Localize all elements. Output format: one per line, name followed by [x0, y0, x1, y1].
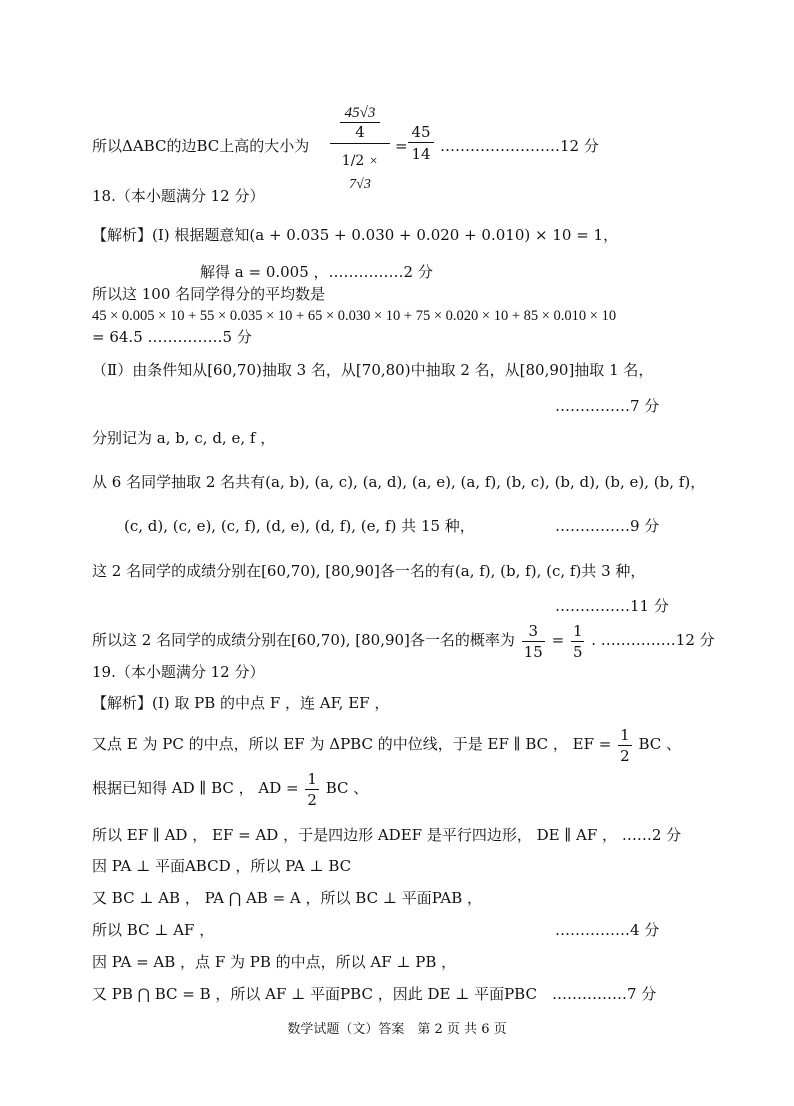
q18-part1-line3: 所以这 100 名同学得分的平均数是 — [92, 285, 326, 303]
q17-equals: = — [395, 137, 408, 155]
q18-part2-dots9: ……………9 分 — [555, 517, 660, 535]
q18-part2-dots11: ……………11 分 — [555, 597, 669, 615]
fraction-one-half: $\frac{1}{2}$ — [620, 725, 630, 765]
q19-line3: 根据已知得 AD ∥ BC ， AD = $\frac{1}{2}$ BC 、 — [92, 769, 369, 809]
q19-line5: 因 PA ⊥ 平面ABCD ，所以 PA ⊥ BC — [92, 857, 352, 875]
q19-line9: 又 PB ⋂ BC = B ，所以 AF ⊥ 平面PBC ，因此 DE ⊥ 平面PBC — [92, 985, 537, 1003]
q17-conclusion: 所以ΔABC的边BC上高的大小为 — [92, 137, 310, 155]
q19-line8: 因 PA = AB ，点 F 为 PB 的中点，所以 AF ⊥ PB ， — [92, 953, 457, 971]
q18-part2-dots7: ……………7 分 — [555, 397, 660, 415]
q17-outer-denominator: 1/2 × 7√3 — [341, 153, 379, 192]
q19-line9-dots: ……………7 分 — [552, 985, 657, 1003]
q18-header: 18.（本小题满分 12 分） — [92, 187, 265, 205]
q18-part1-line1: 【解析】(Ⅰ) 根据题意知(a + 0.035 + 0.030 + 0.020 + 0.010) × 10 = 1， — [92, 226, 619, 244]
q17-score-dots: ……………………12 分 — [440, 137, 599, 155]
fraction-3-15: $\frac{3}{15}$ — [523, 621, 543, 661]
q19-header: 19.（本小题满分 12 分） — [92, 663, 265, 681]
q18-part2-line1: （Ⅱ）由条件知从[60,70)抽取 3 名，从[70,80)中抽取 2 名，从[80,90]抽取 1 名， — [92, 361, 654, 379]
q17-result-fraction: 45 14 — [408, 122, 434, 165]
q17-outer-numerator: 45√3 4 — [330, 104, 390, 144]
q19-line6: 又 BC ⊥ AB ， PA ⋂ AB = A ，所以 BC ⊥ 平面PAB ， — [92, 889, 483, 907]
page-footer: 数学试题（文）答案 第 2 页 共 6 页 — [287, 1022, 507, 1037]
q19-line2: 又点 E 为 PC 的中点，所以 EF 为 ΔPBC 的中位线，于是 EF ∥ BC ， EF = $\frac{1}{2}$ BC 、 — [92, 725, 681, 765]
q18-part2-line5: 这 2 名同学的成绩分别在[60,70), [80,90]各一名的有(a, f), (b, f), (c, f)共 3 种， — [92, 562, 646, 580]
q18-part2-line6: 所以这 2 名同学的成绩分别在[60,70), [80,90]各一名的概率为 $\frac{3}{15}$ = $\frac{1}{5}$ . ……………12 分 — [92, 621, 715, 661]
q18-part1-line5: = 64.5 ……………5 分 — [92, 328, 252, 346]
fraction-1-5: $\frac{1}{5}$ — [572, 621, 583, 661]
q18-part2-line2: 分别记为 a, b, c, d, e, f ， — [92, 429, 276, 447]
q18-part2-line3: 从 6 名同学抽取 2 名共有(a, b), (a, c), (a, d), (a, e), (a, f), (b, c), (b, d), (b, e), (b, f)， — [92, 473, 706, 491]
q19-line4: 所以 EF ∥ AD ， EF = AD ，于是四边形 ADEF 是平行四边形， DE ∥ AF ， ……2 分 — [92, 826, 682, 844]
q18-part2-line4: (c, d), (c, e), (c, f), (d, e), (d, f), (e, f) 共 15 种， — [124, 517, 475, 535]
q19-line1: 【解析】(Ⅰ) 取 PB 的中点 F ，连 AF, EF ， — [92, 694, 390, 712]
q18-part1-line2: 解得 a = 0.005 ，……………2 分 — [200, 263, 433, 281]
q19-line7-dots: ……………4 分 — [555, 921, 660, 939]
q19-line7: 所以 BC ⊥ AF ， — [92, 921, 215, 939]
q17-compound-fraction — [330, 104, 390, 196]
q18-part1-line4: 45 × 0.005 × 10 + 55 × 0.035 × 10 + 65 × 0.030 × 10 + 75 × 0.020 × 10 + 85 × 0.010 × 10 — [92, 308, 617, 324]
fraction-one-half: $\frac{1}{2}$ — [307, 769, 317, 809]
